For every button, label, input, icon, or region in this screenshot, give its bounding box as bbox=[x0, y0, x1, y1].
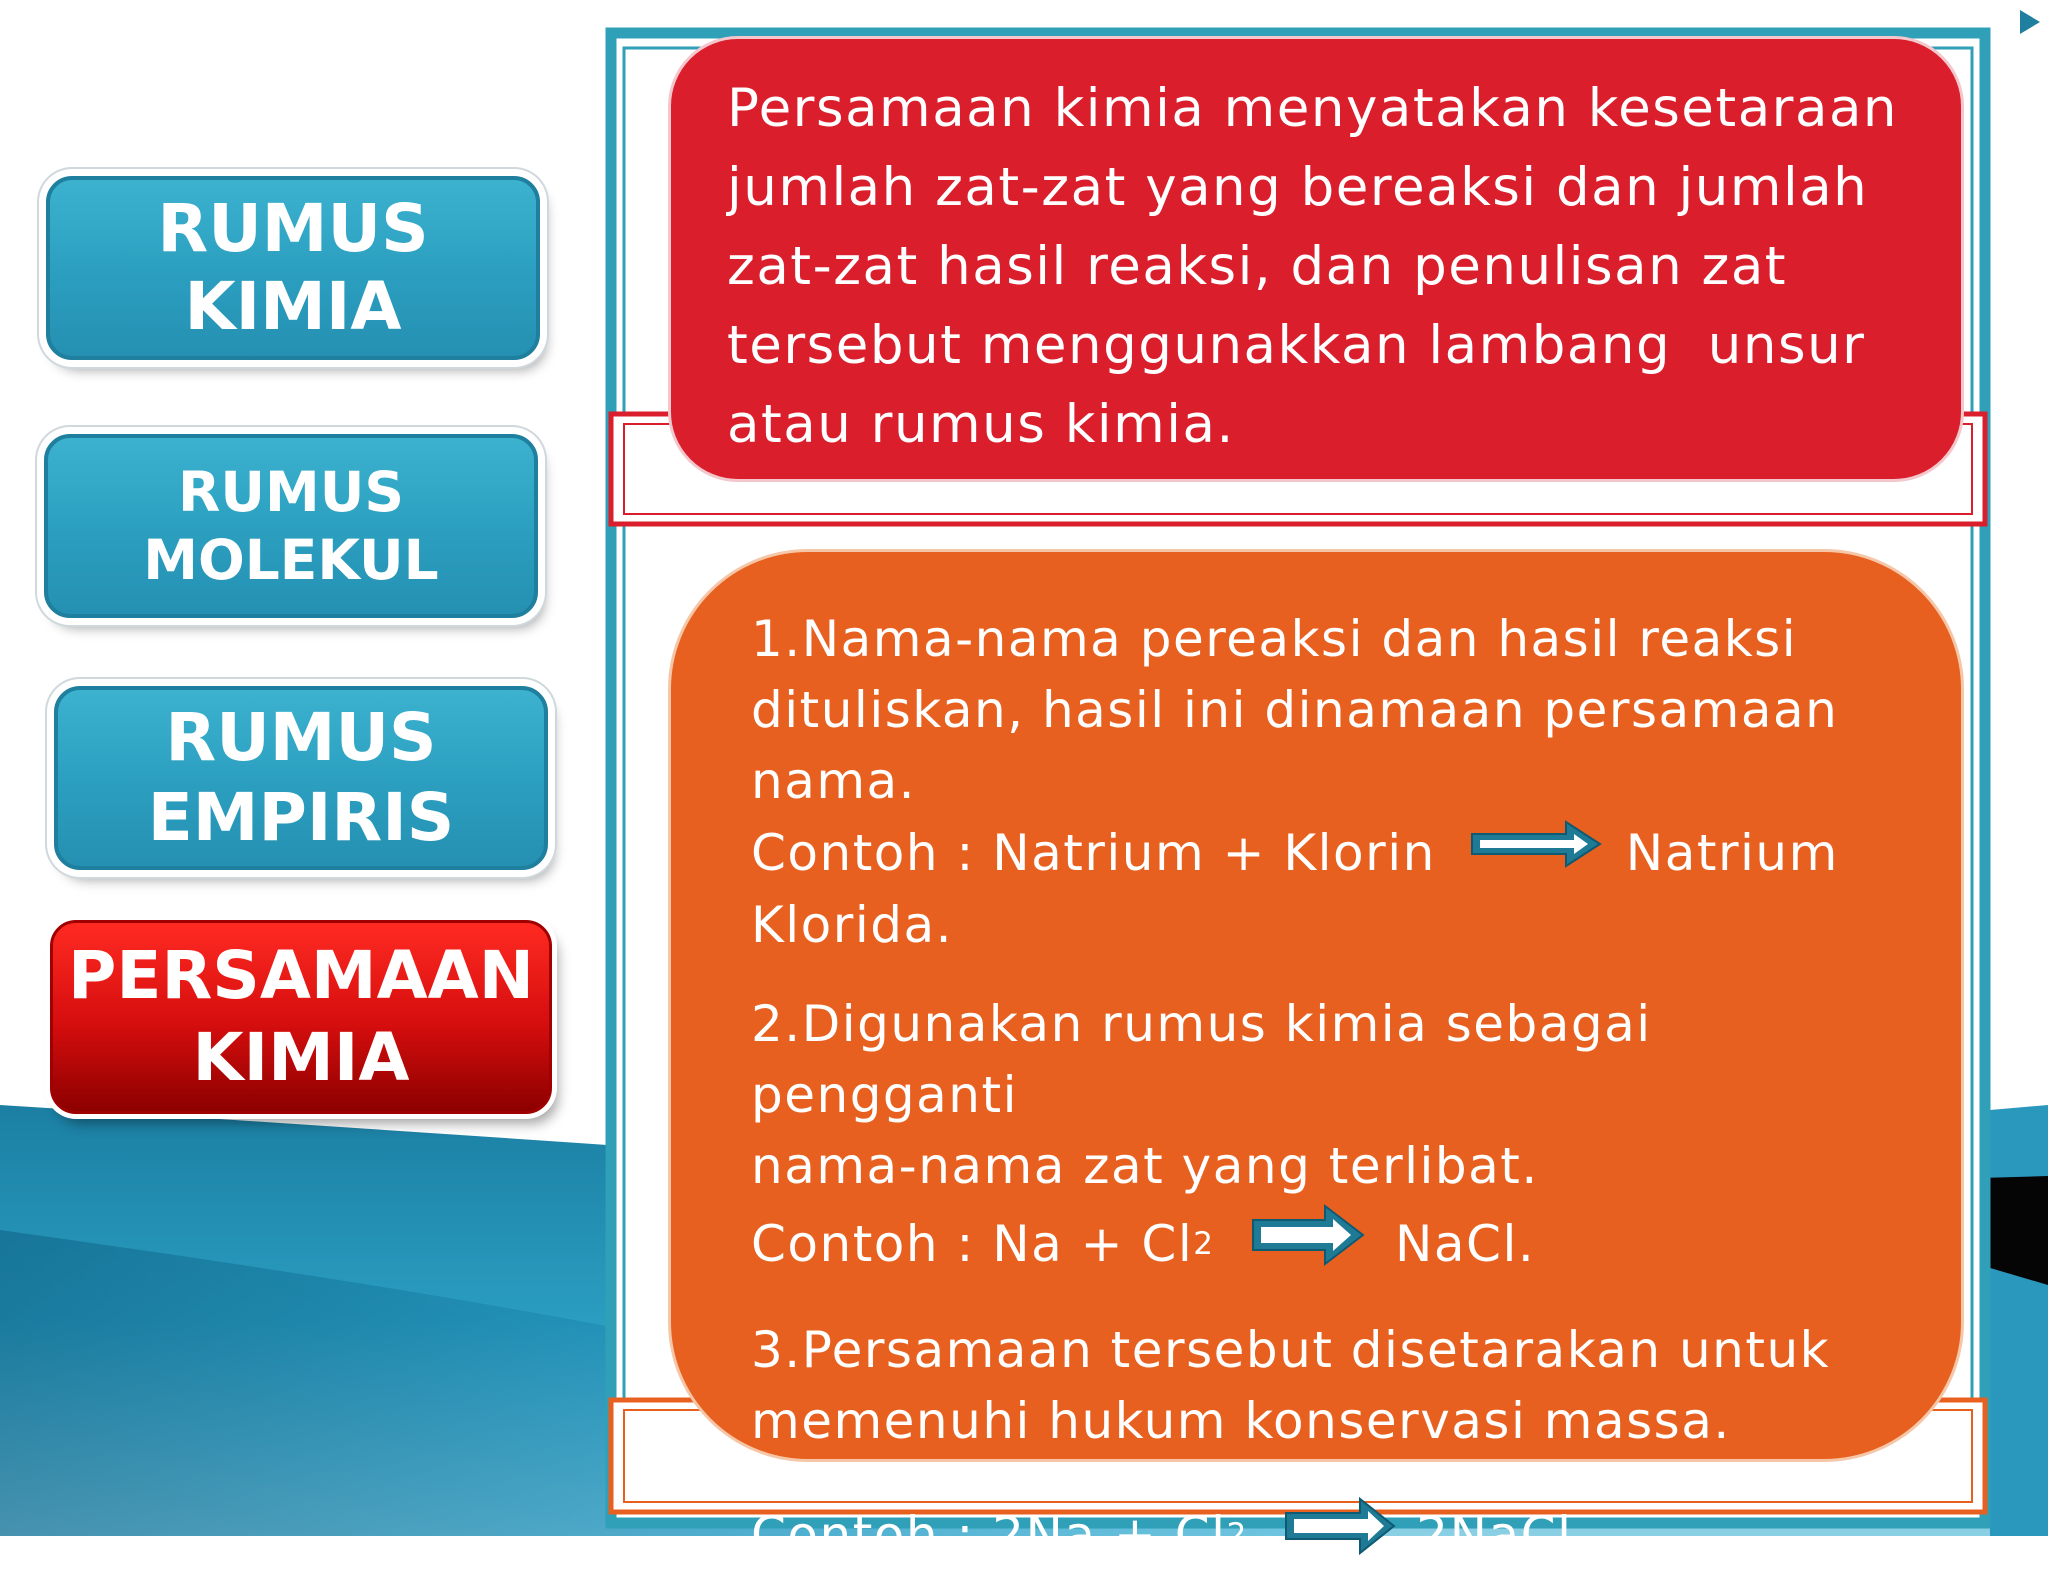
example-left: Contoh : Natrium + Klorin bbox=[751, 824, 1436, 882]
nav-rumus-empiris-line1: RUMUS bbox=[165, 699, 437, 776]
step-2 bbox=[751, 989, 1931, 1287]
step-3-line: 3.Persamaan tersebut disetarakan untuk bbox=[751, 1321, 1831, 1379]
step-2-line: 2.Digunakan rumus kimia sebagai pengganti bbox=[751, 995, 1652, 1124]
step-1-example bbox=[751, 817, 1931, 890]
nav-rumus-kimia-button[interactable] bbox=[46, 176, 540, 360]
nav-rumus-empiris-line2: EMPIRIS bbox=[147, 779, 455, 856]
definition-line: zat-zat hasil reaksi, dan penulisan zat bbox=[727, 236, 1788, 297]
step-3 bbox=[751, 1315, 1931, 1576]
nav-rumus-empiris-button[interactable] bbox=[54, 686, 548, 870]
example-subscript: 2 bbox=[1193, 1226, 1213, 1262]
step-1 bbox=[751, 604, 1931, 961]
nav-persamaan-kimia-line2: KIMIA bbox=[192, 1019, 410, 1096]
example-left: Contoh : 2Na + Cl bbox=[751, 1506, 1227, 1564]
step-3-line: memenuhi hukum konservasi massa. bbox=[751, 1392, 1731, 1450]
nav-rumus-kimia-line2: KIMIA bbox=[184, 268, 402, 345]
definition-line: jumlah zat-zat yang bereaksi dan jumlah bbox=[727, 157, 1869, 218]
step-1-line: dituliskan, hasil ini dinamaan persamaan bbox=[751, 681, 1839, 739]
nav-persamaan-kimia-line1: PERSAMAAN bbox=[68, 937, 534, 1014]
step-2-line: nama-nama zat yang terlibat. bbox=[751, 1137, 1539, 1195]
example-right: Natrium bbox=[1625, 824, 1839, 882]
definition-box bbox=[668, 36, 1964, 482]
nav-rumus-molekul-line2: MOLEKUL bbox=[143, 528, 439, 592]
definition-line: atau rumus kimia. bbox=[727, 394, 1235, 455]
definition-line: Persamaan kimia menyatakan kesetaraan bbox=[727, 78, 1899, 139]
steps-box bbox=[668, 549, 1964, 1564]
play-marker bbox=[2020, 10, 2040, 34]
example-right: 2NaCl bbox=[1416, 1506, 1573, 1564]
step-1-line: 1.Nama-nama pereaksi dan hasil reaksi bbox=[751, 610, 1798, 668]
nav-rumus-molekul-line1: RUMUS bbox=[177, 460, 404, 524]
definition-line: tersebut menggunakkan lambang unsur bbox=[727, 315, 1866, 376]
step-2-example bbox=[751, 1202, 1931, 1287]
example-left: Contoh : Na + Cl bbox=[751, 1215, 1194, 1273]
step-1-line: nama. bbox=[751, 752, 917, 810]
nav-rumus-molekul-button[interactable] bbox=[44, 434, 538, 618]
nav-persamaan-kimia-button[interactable] bbox=[50, 920, 552, 1114]
right-blue-wedge bbox=[1990, 1105, 2048, 1536]
arrow-right-icon bbox=[1249, 1202, 1367, 1287]
nav-rumus-kimia-line1: RUMUS bbox=[157, 190, 429, 267]
arrow-right-icon bbox=[1468, 817, 1604, 890]
example-right: NaCl. bbox=[1394, 1215, 1536, 1273]
example-continuation: Klorida. bbox=[751, 896, 953, 954]
example-subscript: 2 bbox=[1226, 1517, 1247, 1553]
